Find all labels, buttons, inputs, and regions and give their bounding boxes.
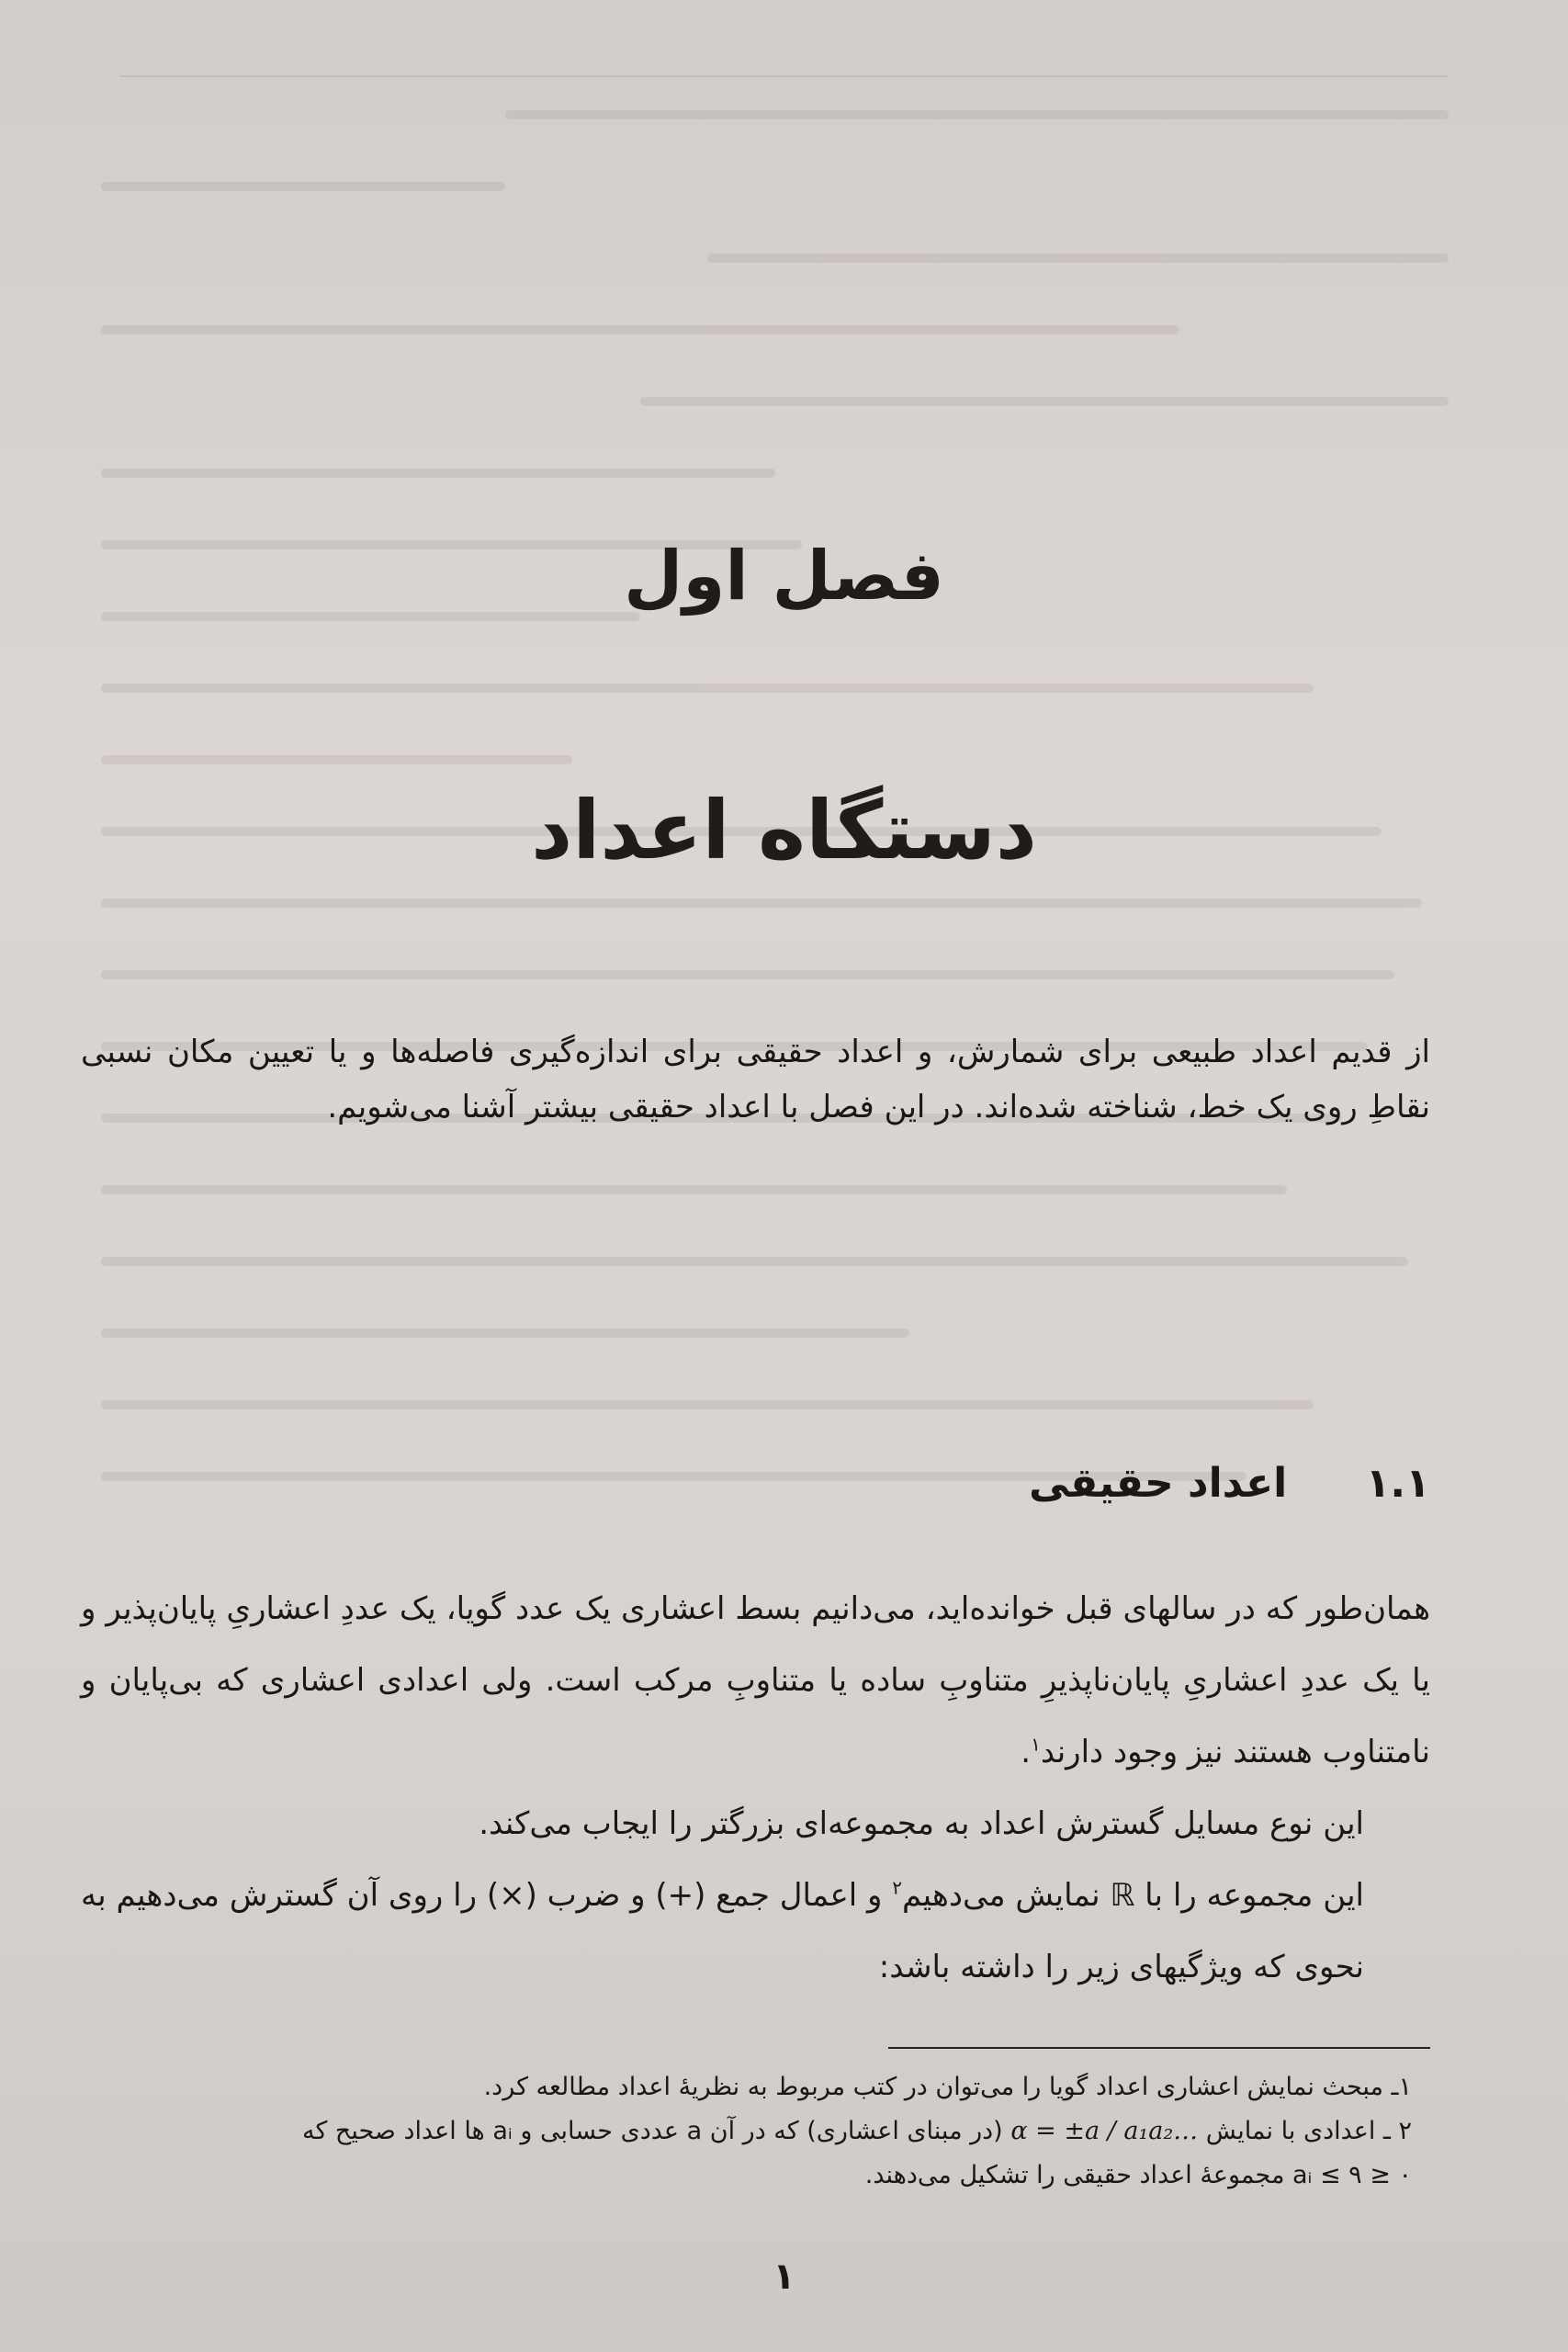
body-paragraph-2: این نوع مسایل گسترش اعداد به مجموعه‌ای بزرگتر را ایجاب می‌کند. [479,1805,1364,1842]
chapter-label: فصل اول [624,537,944,616]
body-paragraph-1 [81,1573,1430,1788]
footnote-ref-2[interactable]: ۲ [892,1876,903,1899]
section-title: اعداد حقیقی [1029,1460,1288,1507]
body-paragraph-3-text-a: این مجموعه را با ℝ نمایش می‌دهیم [902,1877,1364,1914]
footnote-1: ۱ـ مبحث نمایش اعشاری اعداد گویا را می‌توان در کتب مربوط به نظریهٔ اعداد مطالعه کرد. [483,2073,1412,2101]
section-number: ۱.۱ [1365,1460,1430,1507]
body-paragraph-1-end: . [1021,1734,1032,1770]
section-body [81,1573,1430,2003]
section-heading [81,1452,1430,1516]
intro-paragraph: از قدیم اعداد طبیعی برای شمارش، و اعداد حقیقی برای اندازه‌گیری فاصله‌ها و یا تعیین مکان نسبی نقاطِ روی یک خط، شناخته شده‌اند. در این فصل با اعداد حقیقی بیشتر آشنا می‌شویم. [81,1034,1430,1125]
body-paragraph-1-text: همان‌طور که در سالهای قبل خوانده‌اید، می‌دانیم بسط اعشاری یک عدد گویا، یک عددِ اعشاریِ پایان‌پذیر و یا یک عددِ اعشاریِ پایان‌ناپذیرِ متناوبِ ساده یا متناوبِ مرکب است. ولی اعدادی اعشاری که بی‌پایان و نامتناوب هستند نیز وجود دارند [81,1590,1430,1770]
footnote-2-text-b: (در مبنای اعشاری) که در آن a عددی حسابی و aᵢ ها اعداد صحیح که [302,2117,1003,2145]
footnote-2-continuation: ۰ ≤ aᵢ ≤ ۹ مجموعهٔ اعداد حقیقی را تشکیل می‌دهند. [864,2161,1412,2189]
show-through-header-line [119,75,1449,77]
footnote-2-formula: α = ±a / a₁a₂… [1010,2117,1199,2145]
footnote-2 [81,2109,1421,2154]
footnote-2-text-a: ۲ ـ اعدادی با نمایش [1205,2117,1412,2145]
footnote-ref-1[interactable]: ۱ [1031,1733,1041,1756]
footnotes [81,2065,1421,2198]
body-paragraph-3 [81,1860,1430,2003]
page-number: ۱ [773,2256,795,2298]
body-paragraph-3-text-b: و اعمال جمع (+) و ضرب (×) را روی آن گسترش می‌دهیم به نحوی که ویژگیهای زیر را داشته باشد: [81,1877,1364,1985]
footnote-divider [888,2047,1430,2049]
chapter-title: دستگاه اعداد [531,783,1037,877]
